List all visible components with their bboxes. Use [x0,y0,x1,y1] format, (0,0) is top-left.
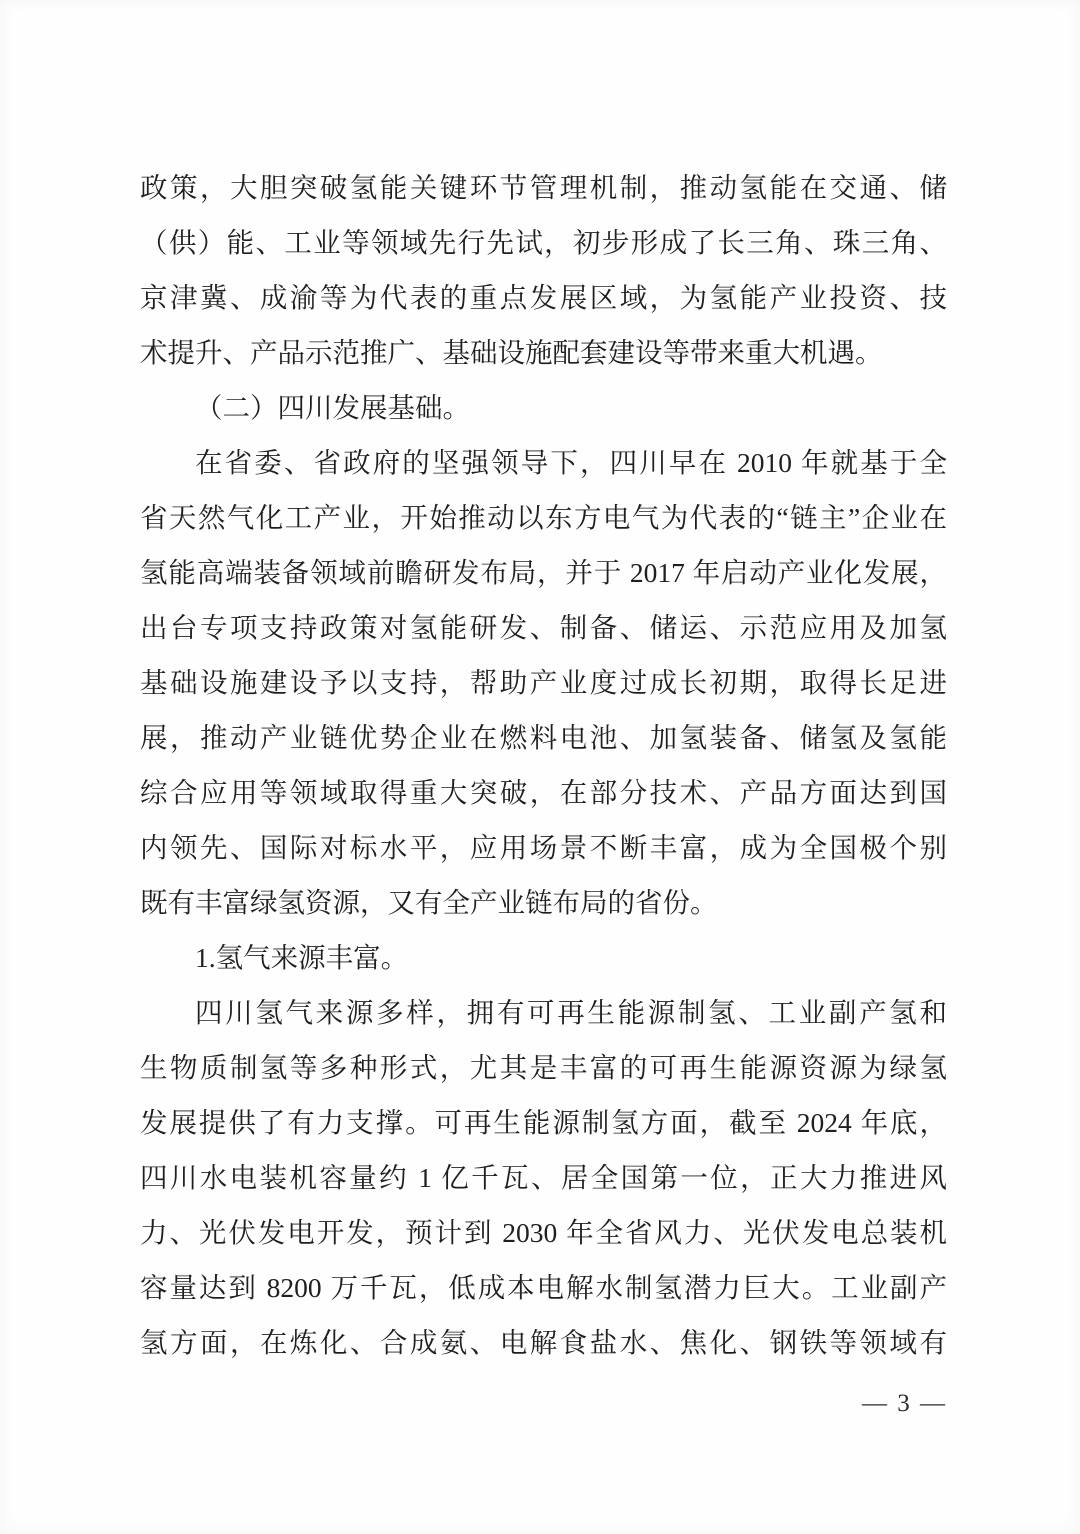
text-line: （供）能、工业等领域先行先试，初步形成了长三角、珠三角、 [140,227,947,258]
text-line: 力、光伏发电开发，预计到 2030 年全省风力、光伏发电总装机 [140,1217,947,1248]
text-line: 出台专项支持政策对氢能研发、制备、储运、示范应用及加氢 [140,612,947,643]
text-line: 生物质制氢等多种形式，尤其是丰富的可再生能源资源为绿氢 [140,1052,947,1083]
text-line: 容量达到 8200 万千瓦，低成本电解水制氢潜力巨大。工业副产 [140,1272,947,1303]
text-line: 在省委、省政府的坚强领导下，四川早在 2010 年就基于全 [195,447,947,478]
text-line: 内领先、国际对标水平，应用场景不断丰富，成为全国极个别 [140,832,947,863]
text-line: 发展提供了有力支撑。可再生能源制氢方面，截至 2024 年底， [140,1107,947,1138]
text-line: 既有丰富绿氢资源，又有全产业链布局的省份。 [140,887,718,918]
text-line: 展，推动产业链优势企业在燃料电池、加氢装备、储氢及氢能 [140,722,947,753]
text-line: 京津冀、成渝等为代表的重点发展区域，为氢能产业投资、技 [140,282,947,313]
numbered-item-heading: 1.氢气来源丰富。 [195,942,409,973]
section-heading: （二）四川发展基础。 [195,392,470,423]
text-line: 综合应用等领域取得重大突破，在部分技术、产品方面达到国 [140,777,947,808]
document-body [140,160,947,1370]
text-line: 政策，大胆突破氢能关键环节管理机制，推动氢能在交通、储 [140,172,947,203]
text-line: 术提升、产品示范推广、基础设施配套建设等带来重大机遇。 [140,337,883,368]
text-line: 氢能高端装备领域前瞻研发布局，并于 2017 年启动产业化发展， [140,557,947,588]
text-line: 基础设施建设予以支持，帮助产业度过成长初期，取得长足进 [140,667,947,698]
text-line: 省天然气化工产业，开始推动以东方电气为代表的“链主”企业在 [140,502,947,533]
text-line: 四川水电装机容量约 1 亿千瓦、居全国第一位，正大力推进风 [140,1162,947,1193]
text-line: 四川氢气来源多样，拥有可再生能源制氢、工业副产氢和 [195,997,947,1028]
page-number: — 3 — [862,1390,947,1417]
text-line: 氢方面，在炼化、合成氨、电解食盐水、焦化、钢铁等领域有 [140,1327,947,1358]
